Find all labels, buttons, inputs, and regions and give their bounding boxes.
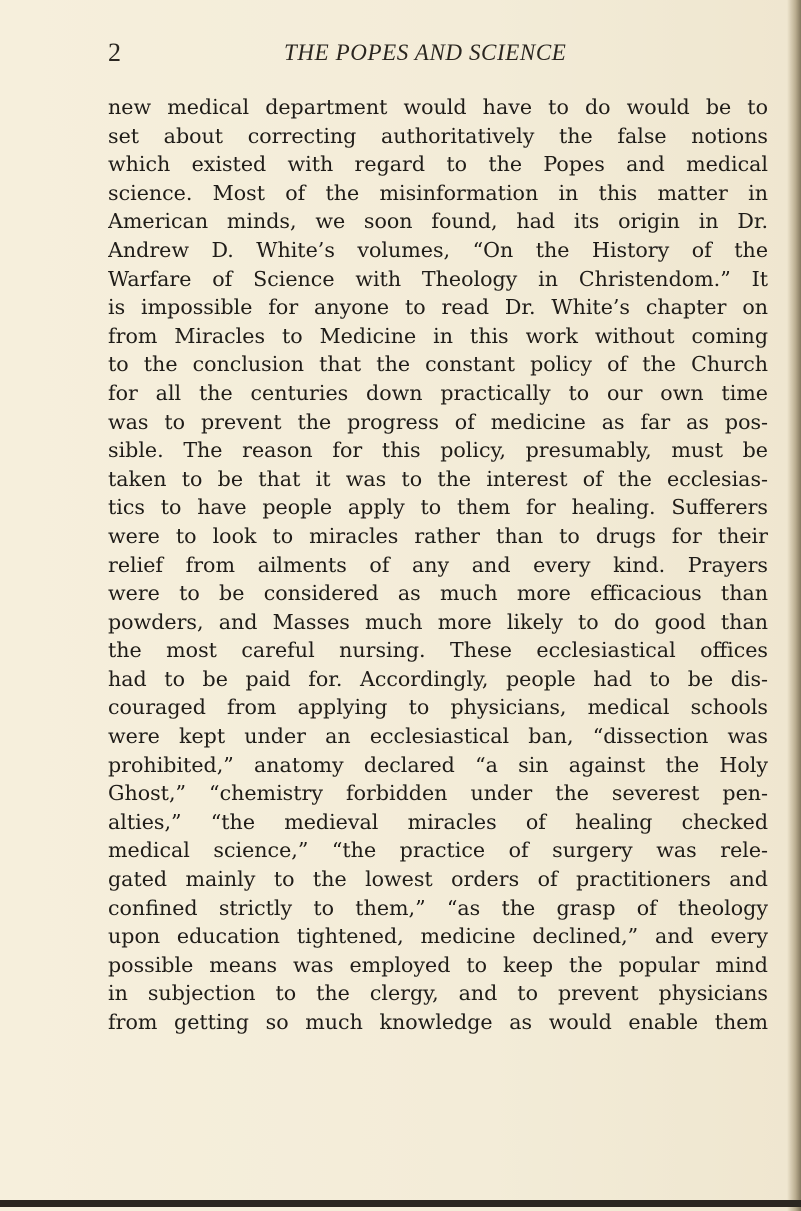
- text-line: medical science,” “the practice of surgery was rele-: [108, 838, 768, 863]
- page-edge-shadow: [787, 0, 801, 1211]
- text-line: which existed with regard to the Popes and medical: [108, 152, 768, 177]
- text-line: were to be considered as much more efficacious than: [108, 581, 768, 606]
- text-line: from getting so much knowledge as would enable them: [108, 1010, 768, 1034]
- text-line: alties,” “the medieval miracles of healing checked: [108, 809, 768, 834]
- text-line: prohibited,” anatomy declared “a sin against the Holy: [108, 752, 768, 777]
- text-line: powders, and Masses much more likely to do good than: [108, 609, 768, 634]
- text-line: American minds, we soon found, had its origin in Dr.: [108, 209, 768, 234]
- page-number: 2: [108, 38, 121, 67]
- text-line: couraged from applying to physicians, medical schools: [108, 695, 768, 720]
- text-line: to the conclusion that the constant policy of the Church: [108, 352, 768, 377]
- text-line: had to be paid for. Accordingly, people had to be dis-: [108, 666, 768, 691]
- text-line: taken to be that it was to the interest of the ecclesias-: [108, 466, 768, 491]
- text-line: is impossible for anyone to read Dr. White’s chapter on: [108, 295, 768, 320]
- running-title: THE POPES AND SCIENCE: [284, 40, 567, 65]
- text-line: new medical department would have to do would be to: [108, 95, 768, 119]
- running-head: [108, 36, 748, 70]
- text-line: for all the centuries down practically to our own time: [108, 380, 768, 405]
- text-line: Ghost,” “chemistry forbidden under the severest pen-: [108, 781, 768, 806]
- text-line: confined strictly to them,” “as the grasp of theology: [108, 895, 768, 920]
- text-line: relief from ailments of any and every kind. Prayers: [108, 552, 768, 577]
- text-line: tics to have people apply to them for healing. Sufferers: [108, 495, 768, 520]
- text-line: sible. The reason for this policy, presumably, must be: [108, 438, 768, 463]
- text-line: gated mainly to the lowest orders of practitioners and: [108, 867, 768, 892]
- text-line: the most careful nursing. These ecclesiastical offices: [108, 638, 768, 663]
- text-line: science. Most of the misinformation in this matter in: [108, 180, 768, 205]
- text-line: in subjection to the clergy, and to prevent physicians: [108, 981, 768, 1006]
- text-line: from Miracles to Medicine in this work without coming: [108, 323, 768, 348]
- page-bottom-edge: [0, 1200, 801, 1207]
- text-line: Andrew D. White’s volumes, “On the History of the: [108, 237, 768, 262]
- text-line: was to prevent the progress of medicine as far as pos-: [108, 409, 768, 434]
- body-text: [108, 93, 768, 1037]
- text-line: were to look to miracles rather than to drugs for their: [108, 523, 768, 548]
- text-line: Warfare of Science with Theology in Christendom.” It: [108, 266, 768, 291]
- text-line: possible means was employed to keep the popular mind: [108, 952, 768, 977]
- text-line: set about correcting authoritatively the false notions: [108, 123, 768, 148]
- text-line: were kept under an ecclesiastical ban, “dissection was: [108, 724, 768, 749]
- text-line: upon education tightened, medicine declined,” and every: [108, 924, 768, 949]
